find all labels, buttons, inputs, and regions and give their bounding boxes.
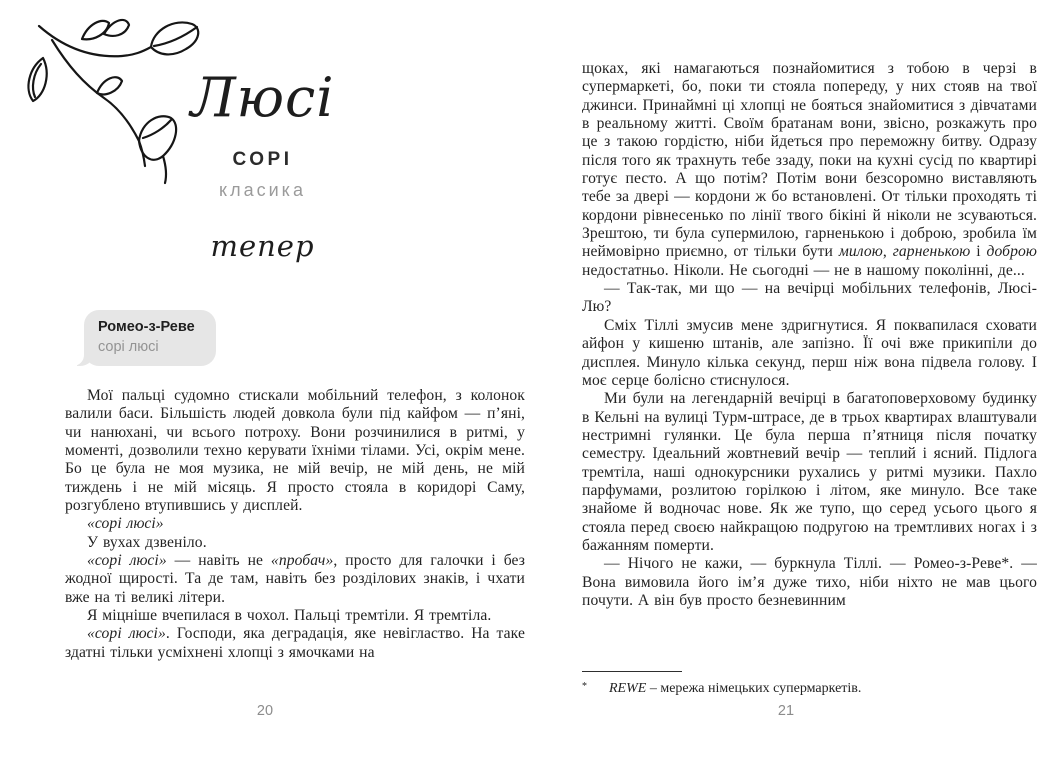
paragraph: Мої пальці судомно стискали мобільний телефон, з колонок валили баси. Більшість людей довкола були під кайфом — п’яні, чи нанюхані, чи всього потроху. Вони розчинилися в ритмі, у моменті, дозволили техно керувати їхніми тілами. Усі, окрім мене. Бо це була не моя музика, не мій вечір, не мій день, не мій тиждень і не мій місяць. Я просто стояла в коридорі Саму, розгублено втупившись у дисплей. — [65, 387, 525, 515]
message-sender: Ромео-з-Реве — [98, 319, 195, 335]
paragraph: Я міцніше вчепилася в чохол. Пальці тремтіли. Я тремтіла. — [87, 607, 492, 625]
message-text: сорі люсі — [98, 338, 159, 355]
chapter-title: Люсі — [190, 66, 335, 129]
chapter-subtitle-classic: класика — [219, 179, 306, 200]
message-bubble — [84, 310, 216, 366]
page-number-right: 21 — [777, 703, 795, 719]
page-number-left: 20 — [256, 703, 274, 719]
paragraph: — Нічого не кажи, — буркнула Тіллі. — Ромео-з-Реве*. — Вона вимовила його ім’я дуже тихо, ніби ніхто не мав цього почути. А він був просто безневинним — [582, 555, 1037, 609]
paragraph: Сміх Тіллі змусив мене здригнутися. Я поквапилася сховати айфон у кишеню штанів, але запізно. Її очі вже прикипіли до дисплея. Минуло кілька секунд, перш ніж вона підвела голову. І моє серце болісно стиснулося. — [582, 316, 1037, 389]
paragraph: «сорі люсі». Господи, яка деградація, яке невігластво. На таке здатні тільки усміхнені хлопці з ямочками на — [65, 625, 525, 661]
paragraph: «сорі люсі» — [87, 515, 164, 533]
right-page-text — [582, 60, 1037, 610]
footnote-marker: * — [582, 681, 587, 692]
chapter-subtitle-caps: СОРІ — [232, 148, 293, 170]
chapter-time-label: тепер — [210, 228, 315, 263]
footnote-text — [582, 680, 1037, 698]
footnote — [582, 671, 1037, 698]
chapter-header — [40, 66, 485, 263]
paragraph: «сорі люсі» — навіть не «пробач», просто для галочки і без жодної щирості. Та де там, навіть без розділових знаків, і чхати вже на ті великі літери. — [65, 552, 526, 606]
paragraph: щоках, які намагаються познайомитися з тобою в черзі в супермаркеті, бо, поки ти стояла попереду, у них стояв на твої джинси. Принаймні ці хлопці не бояться знайомитися з дівчатами в реальному житті. Своїм братанам вони, звісно, розкажуть про це з такою гордістю, ніби йдеться про переможну битву. Одразу після того як трахнуть тебе ззаду, поки на кухні сусід по квартирі готує песто. А що потім? Потім вони безсоромно виставляють тебе за двері — кордони ж бо встановлені. От тільки проходять ті кордони рівнесенько по лінії твого бікіні й ніколи не зсуваються. Зрештою, ти була супермилою, гарненькою і доброю, зробила їм неймовірно приємно, от тільки бути милою, гарненькою і доброю недостатньо. Ніколи. Не сьогодні — не в нашому поколінні, де... — [582, 60, 1037, 279]
paragraph: У вухах дзвеніло. — [87, 533, 207, 551]
paragraph: Ми були на легендарній вечірці в багатоповерховому будинку в Кельні на вулиці Турм-штрасе, де в трьох квартирах влаштували нестримні гулянки. Це була перша п’ятниця після початку семестру. Ідеальний жовтневий вечір — теплий і ясний. Підлога тремтіла, наші однокурсники рухались у ритмі музики. Пахло парфумами, розлитою горілкою і літом, яке минуло. Все таке знайоме й водночас нове. Як же тупо, що серед усього цього я стояла перед своєю найкращою подругою на тремтливих ногах і з бажанням померти. — [582, 390, 1037, 554]
footnote-body: REWE – мережа німецьких супермаркетів. — [609, 681, 862, 696]
left-page-text — [65, 387, 525, 662]
footnote-rule — [582, 671, 682, 672]
paragraph: — Так-так, ми що — на вечірці мобільних телефонів, Люсі-Лю? — [582, 280, 1037, 316]
